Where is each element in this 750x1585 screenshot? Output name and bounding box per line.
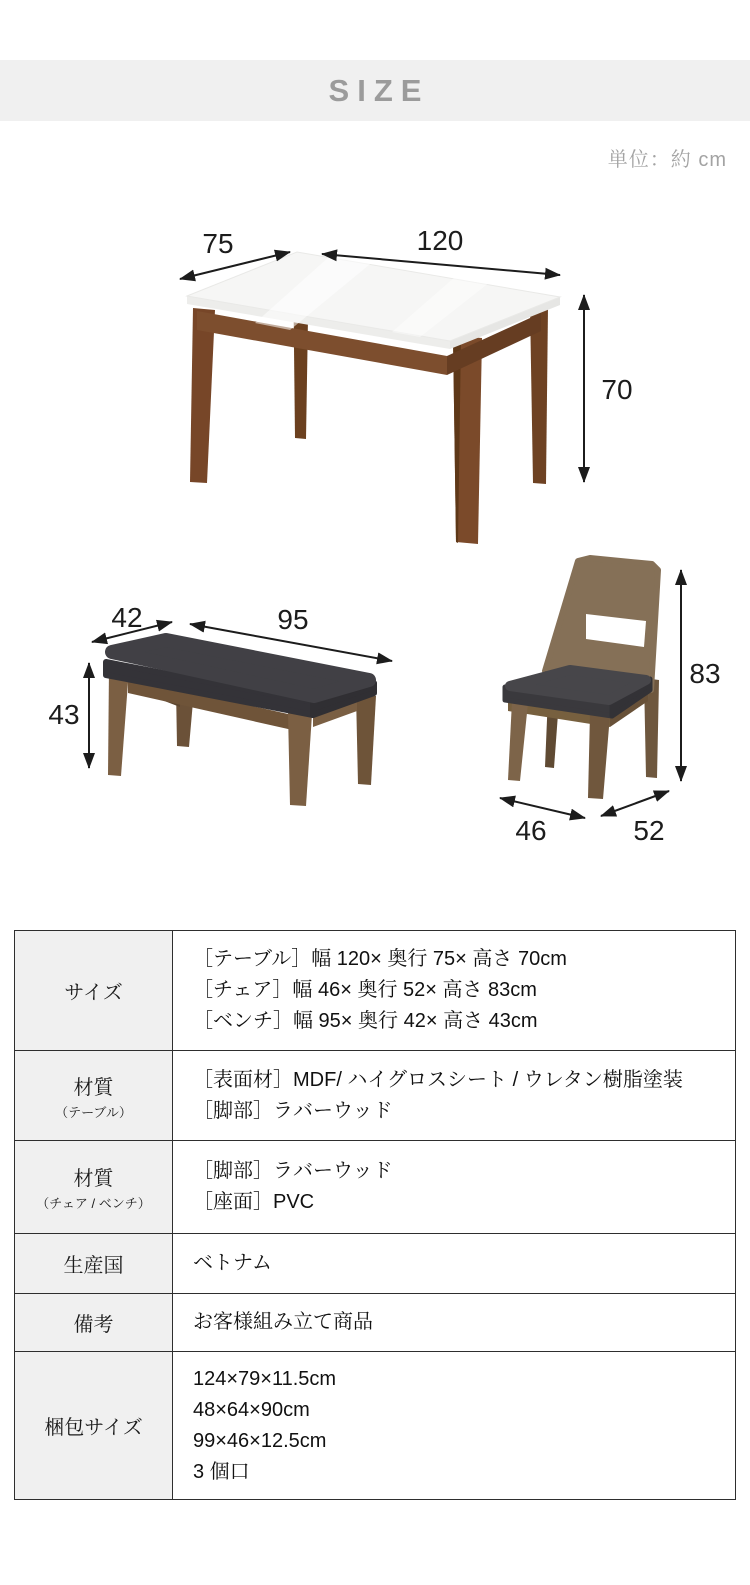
- spec-label-text: サイズ: [64, 982, 123, 1004]
- spec-line: 99×46×12.5cm: [193, 1429, 327, 1452]
- spec-value: [173, 931, 735, 1050]
- spec-value: [173, 1352, 735, 1499]
- spec-row-country: [15, 1234, 735, 1294]
- spec-row-material-chair-bench: [15, 1141, 735, 1234]
- table-height-label: 70: [601, 374, 633, 405]
- spec-label-text: 材質: [73, 1076, 114, 1099]
- spec-line: ［チェア］幅 46× 奥行 52× 高さ 83cm: [193, 979, 537, 1001]
- spec-table: [14, 930, 736, 1500]
- table-illustration: [187, 252, 560, 544]
- chair-illustration: [505, 558, 659, 799]
- table-width-label: 120: [416, 225, 464, 256]
- spec-line: お客様組み立て商品: [193, 1311, 373, 1333]
- chair-width-label: 46: [515, 815, 547, 846]
- spec-label: [15, 1141, 173, 1233]
- spec-line: 48×64×90cm: [193, 1398, 310, 1421]
- spec-label: [15, 931, 173, 1050]
- spec-label: [15, 1294, 173, 1351]
- spec-label-text: 生産国: [63, 1255, 124, 1277]
- chair-height-label: 83: [689, 658, 721, 689]
- spec-line: 3 個口: [193, 1460, 250, 1483]
- spec-label-text: 材質: [73, 1168, 114, 1190]
- page-title: SIZE: [328, 72, 430, 108]
- table-depth-label: 75: [202, 228, 234, 259]
- spec-value: [173, 1294, 735, 1351]
- unit-note: 単位：約 cm: [607, 149, 727, 171]
- bench-depth-label: 42: [111, 602, 143, 633]
- spec-label-sub: （テーブル）: [55, 1104, 132, 1120]
- bench-illustration: [106, 640, 376, 806]
- spec-label: [15, 1352, 173, 1499]
- spec-row-size: [15, 931, 735, 1051]
- spec-row-material-table: [15, 1051, 735, 1141]
- spec-line: 124×79×11.5cm: [193, 1367, 337, 1390]
- spec-row-package-size: [15, 1352, 735, 1499]
- spec-label-text: 備考: [73, 1314, 114, 1336]
- spec-line: ［脚部］ラバーウッド: [193, 1160, 393, 1182]
- spec-line: ［テーブル］幅 120× 奥行 75× 高さ 70cm: [193, 948, 567, 970]
- spec-line: ［ベンチ］幅 95× 奥行 42× 高さ 43cm: [193, 1010, 538, 1032]
- spec-label: [15, 1051, 173, 1140]
- chair-depth-label: 52: [633, 815, 665, 846]
- bench-width-label: 95: [277, 604, 309, 635]
- spec-line: ［脚部］ラバーウッド: [193, 1099, 393, 1122]
- spec-line: ［座面］PVC: [193, 1191, 315, 1213]
- spec-line: ベトナム: [193, 1252, 272, 1274]
- spec-value: [173, 1234, 735, 1293]
- bench-height-label: 43: [48, 699, 80, 730]
- chair-depth-arrow: [601, 791, 669, 816]
- spec-label-sub: （チェア / ベンチ）: [36, 1196, 151, 1211]
- spec-line: ［表面材］MDF/ ハイグロスシート / ウレタン樹脂塗装: [193, 1068, 683, 1091]
- spec-row-notes: [15, 1294, 735, 1352]
- spec-label-text: 梱包サイズ: [44, 1417, 143, 1439]
- spec-label: [15, 1234, 173, 1293]
- spec-value: [173, 1051, 735, 1140]
- spec-value: [173, 1141, 735, 1233]
